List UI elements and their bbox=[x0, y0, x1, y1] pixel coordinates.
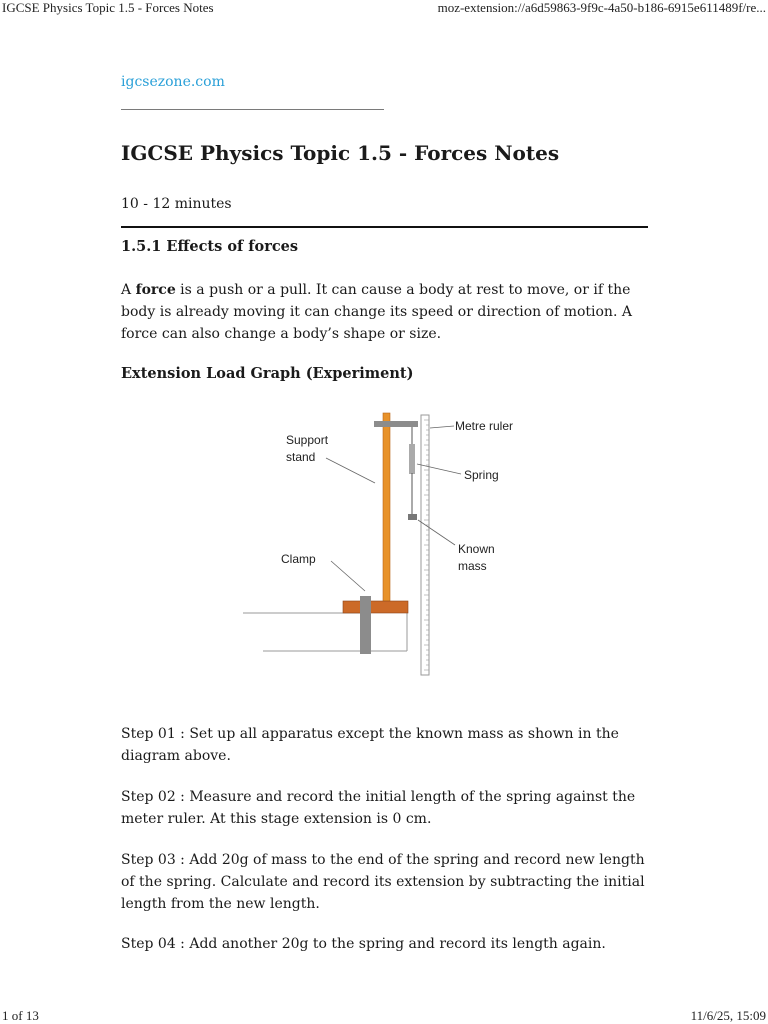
known-mass bbox=[408, 514, 417, 520]
title-divider bbox=[121, 226, 648, 228]
clamp-base bbox=[343, 601, 408, 613]
step-3: Step 03 : Add 20g of mass to the end of the spring and record new length of the spring. Calculate and record its extension by subtracting the initial length from the new length. bbox=[121, 852, 645, 912]
print-header-title: IGCSE Physics Topic 1.5 - Forces Notes bbox=[2, 0, 214, 15]
clamp-pointer bbox=[331, 561, 365, 591]
top-clamp-bar bbox=[374, 421, 418, 427]
print-footer-timestamp: 11/6/25, 15:09 bbox=[690, 1008, 766, 1023]
experiment-heading: Extension Load Graph (Experiment) bbox=[121, 365, 414, 382]
step-4: Step 04 : Add another 20g to the spring and record its length again. bbox=[121, 936, 606, 952]
section-heading: 1.5.1 Effects of forces bbox=[121, 238, 299, 255]
ruler-pointer bbox=[430, 426, 454, 428]
spring-experiment-diagram bbox=[121, 408, 531, 683]
print-header-url: moz-extension://a6d59863-9f9c-4a50-b186-6915e611489f/re... bbox=[437, 0, 766, 15]
spring bbox=[409, 445, 415, 473]
label-mass: mass bbox=[458, 559, 487, 573]
intro-prefix: A bbox=[121, 282, 136, 298]
step-1: Step 01 : Set up all apparatus except the known mass as shown in the diagram above. bbox=[121, 726, 619, 764]
step-2: Step 02 : Measure and record the initial length of the spring against the meter ruler. At this stage extension is 0 cm. bbox=[121, 789, 636, 827]
site-link[interactable]: igcsezone.com bbox=[121, 74, 225, 90]
label-support: Support bbox=[286, 433, 329, 447]
label-spring: Spring bbox=[464, 468, 499, 482]
page-title: IGCSE Physics Topic 1.5 - Forces Notes bbox=[121, 141, 560, 165]
clamp-post bbox=[360, 596, 371, 654]
label-metre-ruler: Metre ruler bbox=[455, 419, 514, 433]
site-divider bbox=[121, 109, 384, 110]
label-known: Known bbox=[458, 542, 495, 556]
support-stand-rod bbox=[383, 413, 390, 603]
intro-paragraph bbox=[121, 279, 648, 345]
read-time: 10 - 12 minutes bbox=[121, 196, 232, 212]
label-clamp: Clamp bbox=[281, 552, 316, 566]
intro-rest: is a push or a pull. It can cause a body at rest to move, or if the body is already moving it can change its speed or direction of motion. A force can also change a body’s shape or size. bbox=[121, 282, 632, 342]
print-footer-page: 1 of 13 bbox=[2, 1008, 39, 1023]
support-stand-pointer bbox=[326, 458, 375, 483]
intro-bold-term: force bbox=[135, 282, 176, 298]
label-stand: stand bbox=[286, 450, 316, 464]
